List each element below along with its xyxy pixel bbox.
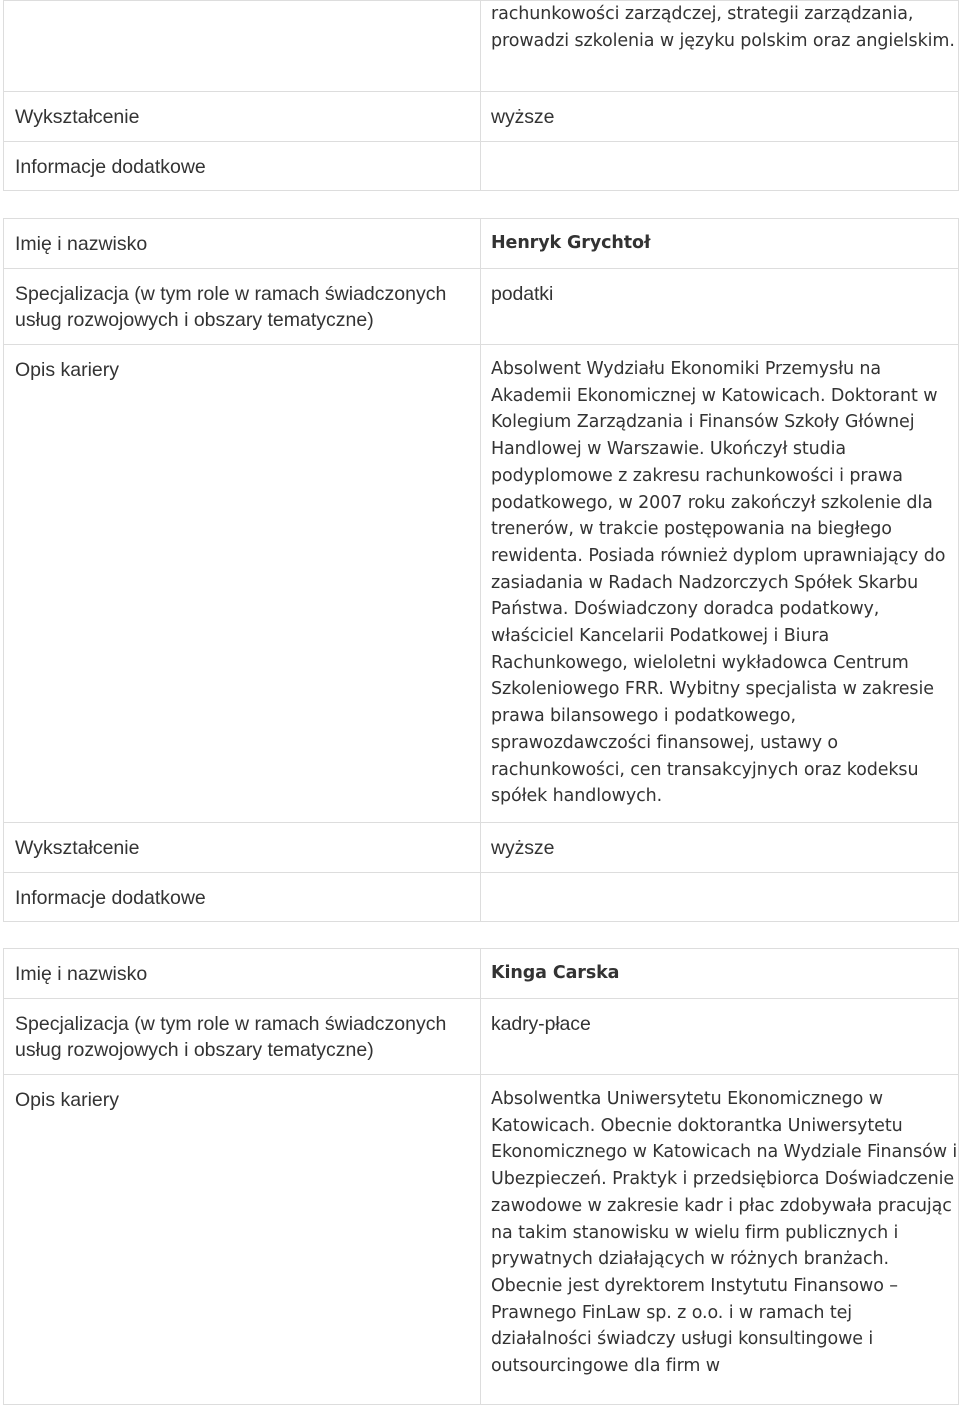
wyksztalcenie-label: Wykształcenie	[15, 837, 140, 859]
trainer-name: Henryk Grychtoł	[491, 233, 651, 253]
name-label-cell	[4, 949, 481, 999]
opis-label-cell	[4, 1075, 481, 1405]
informacje-dodatkowe-label: Informacje dodatkowe	[15, 887, 206, 909]
spec-label-cell	[4, 999, 481, 1075]
info-label-cell	[4, 873, 481, 922]
informacje-dodatkowe-label: Informacje dodatkowe	[15, 156, 206, 178]
wyksztalcenie-label: Wykształcenie	[15, 106, 140, 128]
wyksztalcenie-value: wyższe	[491, 106, 555, 128]
info-label-cell	[4, 142, 481, 191]
imie-nazwisko-label: Imię i nazwisko	[15, 233, 148, 255]
opis-kariery-text: Absolwentka Uniwersytetu Ekonomicznego w Katowicach. Obecnie doktorantka Uniwersytetu Ekonomicznego w Katowicach na Wydziale Finansów i Ubezpieczeń. Praktyk i przedsiębiorca Doświadczenie zawodowe w zakresie kadr i płac zdobywała pracując na takim stanowisku w wielu firm publicznych i prywatnych działających w różnych branżach. Obecnie jest dyrektorem Instytutu Finansowo – Prawnego FinLaw sp. z o.o. i w ramach tej działalności świadczy usługi konsultingowe i outsourcingowe dla firm w	[491, 1089, 958, 1377]
name-value-cell	[481, 219, 959, 269]
wyksztalcenie-value-cell	[481, 92, 959, 142]
trainer-table-henryk	[3, 218, 959, 922]
wyksztalcenie-label-cell	[4, 92, 481, 142]
opis-value-cell	[481, 1075, 959, 1405]
spec-value-cell	[481, 269, 959, 345]
opis-kariery-text: rachunkowości zarządczej, strategii zarządzania, prowadzi szkolenia w języku polskim oraz angielskim.	[491, 4, 955, 51]
info-value-cell	[481, 142, 959, 191]
name-label-cell	[4, 219, 481, 269]
specjalizacja-label: Specjalizacja (w tym role w ramach świadczonych usług rozwojowych i obszary tematyczne)	[15, 1013, 447, 1061]
wyksztalcenie-value: wyższe	[491, 837, 555, 859]
opis-label-cell	[4, 345, 481, 823]
opis-value-cell	[481, 1, 959, 92]
opis-kariery-label: Opis kariery	[15, 1089, 120, 1111]
specjalizacja-label: Specjalizacja (w tym role w ramach świadczonych usług rozwojowych i obszary tematyczne)	[15, 283, 447, 331]
opis-kariery-label: Opis kariery	[15, 359, 120, 381]
trainer-table-kinga	[3, 948, 959, 1405]
name-value-cell	[481, 949, 959, 999]
opis-kariery-text: Absolwent Wydziału Ekonomiki Przemysłu na Akademii Ekonomicznej w Katowicach. Doktorant w Kolegium Zarządzania i Finansów Szkoły Głównej Handlowej w Warszawie. Ukończył studia podyplomowe z zakresu rachunkowości i prawa podatkowego, w 2007 roku zakończył szkolenie dla trenerów, w trakcie postępowania na biegłego rewidenta. Posiada również dyplom uprawniający do zasiadania w Radach Nadzorczych Spółek Skarbu Państwa. Doświadczony doradca podatkowy, właściciel Kancelarii Podatkowej i Biura Rachunkowego, wieloletni wykładowca Centrum Szkoleniowego FRR. Wybitny specjalista w zakresie prawa bilansowego i podatkowego, sprawozdawczości finansowej, ustawy o rachunkowości, cen transakcyjnych oraz kodeksu spółek handlowych.	[491, 359, 946, 807]
trainer-name: Kinga Carska	[491, 963, 620, 983]
opis-label-cell	[4, 1, 481, 92]
info-value-cell	[481, 873, 959, 922]
specjalizacja-value: podatki	[491, 283, 554, 305]
spec-label-cell	[4, 269, 481, 345]
specjalizacja-value: kadry-płace	[491, 1013, 591, 1035]
wyksztalcenie-label-cell	[4, 823, 481, 873]
imie-nazwisko-label: Imię i nazwisko	[15, 963, 148, 985]
spec-value-cell	[481, 999, 959, 1075]
trainer-table-continued	[3, 0, 959, 191]
wyksztalcenie-value-cell	[481, 823, 959, 873]
opis-value-cell	[481, 345, 959, 823]
